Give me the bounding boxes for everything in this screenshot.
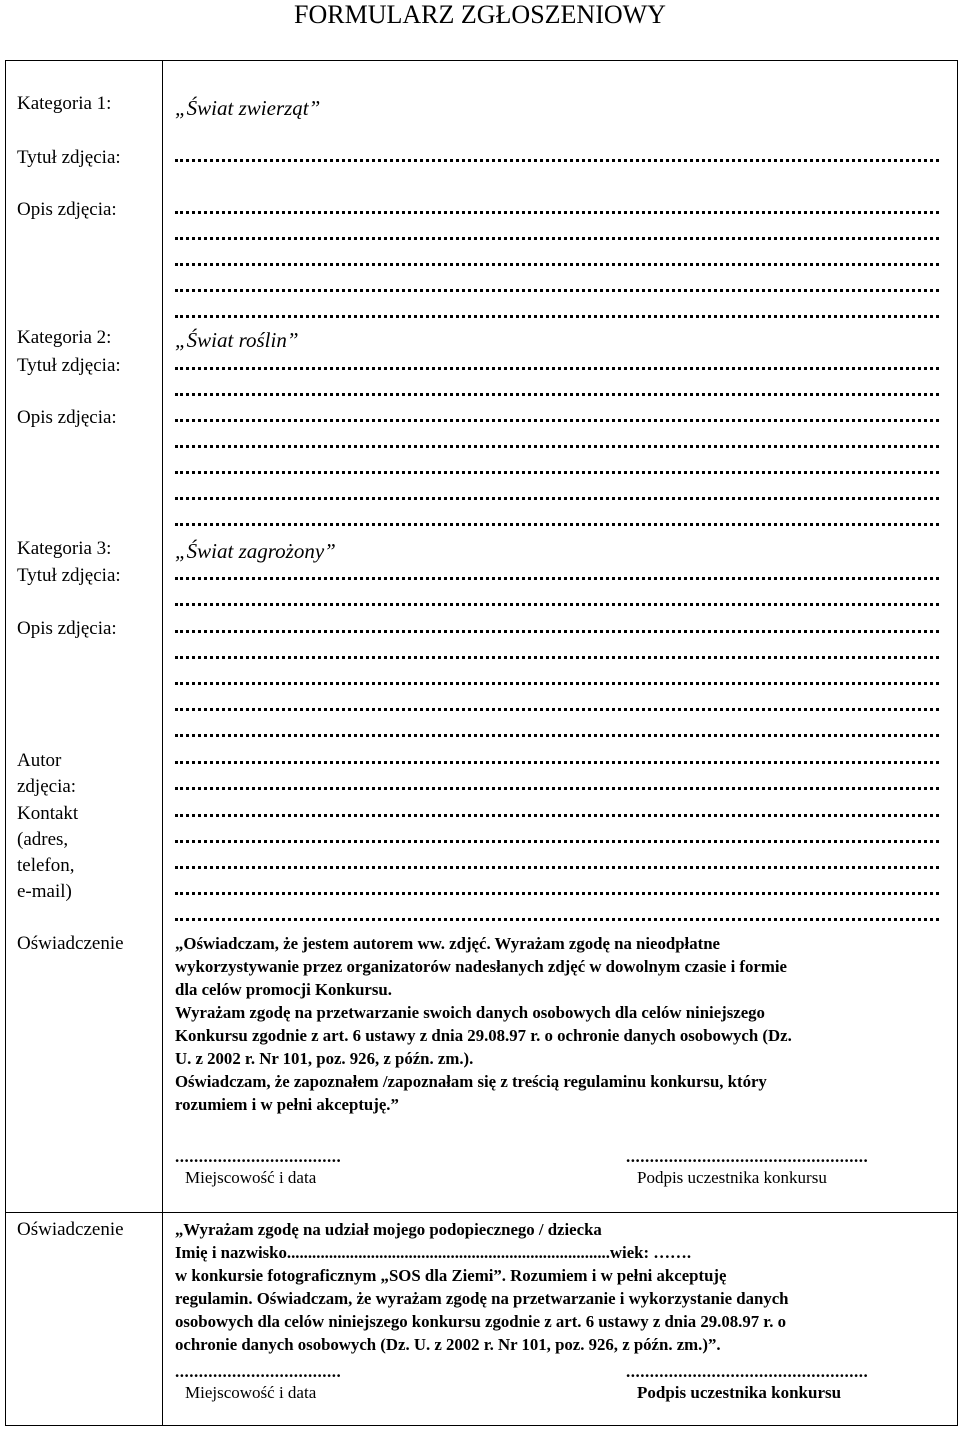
category-3-photo-title-field[interactable]	[175, 600, 939, 606]
author-field[interactable]	[175, 784, 939, 790]
contact-field[interactable]	[175, 915, 939, 921]
category-2-label: Kategoria 2:	[17, 327, 112, 348]
declaration-1-signature-label: Podpis uczestnika konkursu	[637, 1168, 827, 1187]
declaration-2-place-date-field[interactable]: ...................................	[175, 1362, 342, 1381]
declaration-2-place-date-label: Miejscowość i data	[185, 1383, 317, 1402]
category-3-name: „Świat zagrożony”	[175, 539, 336, 563]
category-2-photo-desc-field[interactable]	[175, 442, 939, 448]
contact-label: e-mail)	[17, 881, 72, 902]
category-3-photo-desc-field[interactable]	[175, 731, 939, 737]
contact-label: telefon,	[17, 855, 75, 876]
category-1-photo-title-label: Tytuł zdjęcia:	[17, 147, 121, 168]
category-3-photo-desc-field[interactable]	[175, 653, 939, 659]
category-1-photo-desc-field[interactable]	[175, 286, 939, 292]
declaration-1-place-date-field[interactable]: ...................................	[175, 1147, 342, 1166]
declaration-1-text	[175, 932, 940, 1116]
category-3-photo-desc-field[interactable]	[175, 679, 939, 685]
row-divider	[5, 1212, 958, 1213]
category-1-photo-desc-field[interactable]	[175, 234, 939, 240]
declaration-2-line: regulamin. Oświadczam, że wyrażam zgodę na przetwarzanie i wykorzystanie danych	[175, 1289, 789, 1308]
category-3-label: Kategoria 3:	[17, 538, 112, 559]
category-1-name: „Świat zwierząt”	[175, 96, 321, 120]
category-2-photo-desc-field[interactable]	[175, 494, 939, 500]
category-2-name: „Świat roślin”	[175, 328, 299, 352]
category-2-photo-title-label: Tytuł zdjęcia:	[17, 355, 121, 376]
declaration-1-line: Konkursu zgodnie z art. 6 ustawy z dnia 29.08.97 r. o ochronie danych osobowych (Dz.	[175, 1026, 792, 1045]
declaration-2-text	[175, 1218, 940, 1356]
author-label: Autor	[17, 750, 62, 771]
category-3-photo-title-field[interactable]	[175, 574, 939, 580]
category-1-photo-desc-label: Opis zdjęcia:	[17, 199, 117, 220]
category-1-photo-desc-field[interactable]	[175, 208, 939, 214]
declaration-1-line: Wyrażam zgodę na przetwarzanie swoich danych osobowych dla celów niniejszego	[175, 1003, 765, 1022]
category-3-photo-title-label: Tytuł zdjęcia:	[17, 565, 121, 586]
category-1-photo-desc-field[interactable]	[175, 260, 939, 266]
declaration-1-line: rozumiem i w pełni akceptuję.”	[175, 1095, 399, 1114]
author-label: zdjęcia:	[17, 776, 77, 797]
form-title: FORMULARZ ZGŁOSZENIOWY	[294, 0, 666, 29]
declaration-1-line: „Oświadczam, że jestem autorem ww. zdjęć. Wyrażam zgodę na nieodpłatne	[175, 934, 720, 953]
declaration-1-line: wykorzystywanie przez organizatorów nadesłanych zdjęć w dowolnym czasie i formie	[175, 957, 787, 976]
declaration-2-signature-label: Podpis uczestnika konkursu	[637, 1383, 842, 1402]
contact-field[interactable]	[175, 889, 939, 895]
declaration-2-line: „Wyrażam zgodę na udział mojego podopiecznego / dziecka	[175, 1220, 602, 1239]
declaration-2-signature-field[interactable]: ...................................................	[626, 1362, 869, 1381]
category-1-label: Kategoria 1:	[17, 93, 112, 114]
declaration-1-place-date-label: Miejscowość i data	[185, 1168, 317, 1187]
category-3-photo-desc-field[interactable]	[175, 705, 939, 711]
category-2-photo-desc-field[interactable]	[175, 416, 939, 422]
declaration-1-line: U. z 2002 r. Nr 101, poz. 926, z późn. zm.).	[175, 1049, 474, 1068]
category-2-photo-desc-label: Opis zdjęcia:	[17, 407, 117, 428]
contact-label: Kontakt	[17, 803, 79, 824]
declaration-2-label: Oświadczenie	[17, 1219, 124, 1240]
category-2-photo-desc-field[interactable]	[175, 468, 939, 474]
contact-field[interactable]	[175, 863, 939, 869]
contact-field[interactable]	[175, 837, 939, 843]
category-3-photo-desc-label: Opis zdjęcia:	[17, 618, 117, 639]
category-2-photo-title-field[interactable]	[175, 364, 939, 370]
author-field[interactable]	[175, 758, 939, 764]
category-3-photo-desc-field[interactable]	[175, 627, 939, 633]
category-1-photo-title-field[interactable]	[175, 156, 939, 162]
declaration-2-line: ochronie danych osobowych (Dz. U. z 2002 r. Nr 101, poz. 926, z późn. zm.)”.	[175, 1335, 721, 1354]
declaration-2-line: w konkursie fotograficznym „SOS dla Ziemi”. Rozumiem i w pełni akceptuję	[175, 1266, 727, 1285]
declaration-2-line: Imię i nazwisko.............................................................................wiek: …….	[175, 1243, 692, 1262]
declaration-1-line: dla celów promocji Konkursu.	[175, 980, 392, 999]
declaration-1-line: Oświadczam, że zapoznałem /zapoznałam się z treścią regulaminu konkursu, który	[175, 1072, 767, 1091]
declaration-1-signature-field[interactable]: ...................................................	[626, 1147, 869, 1166]
column-divider	[162, 60, 163, 1426]
category-1-photo-desc-field[interactable]	[175, 312, 939, 318]
contact-label: (adres,	[17, 829, 69, 850]
declaration-1-label: Oświadczenie	[17, 933, 124, 954]
category-2-photo-title-field[interactable]	[175, 390, 939, 396]
category-2-photo-desc-field[interactable]	[175, 520, 939, 526]
contact-field[interactable]	[175, 811, 939, 817]
declaration-2-line: osobowych dla celów niniejszego konkursu zgodnie z art. 6 ustawy z dnia 29.08.97 r. o	[175, 1312, 786, 1331]
